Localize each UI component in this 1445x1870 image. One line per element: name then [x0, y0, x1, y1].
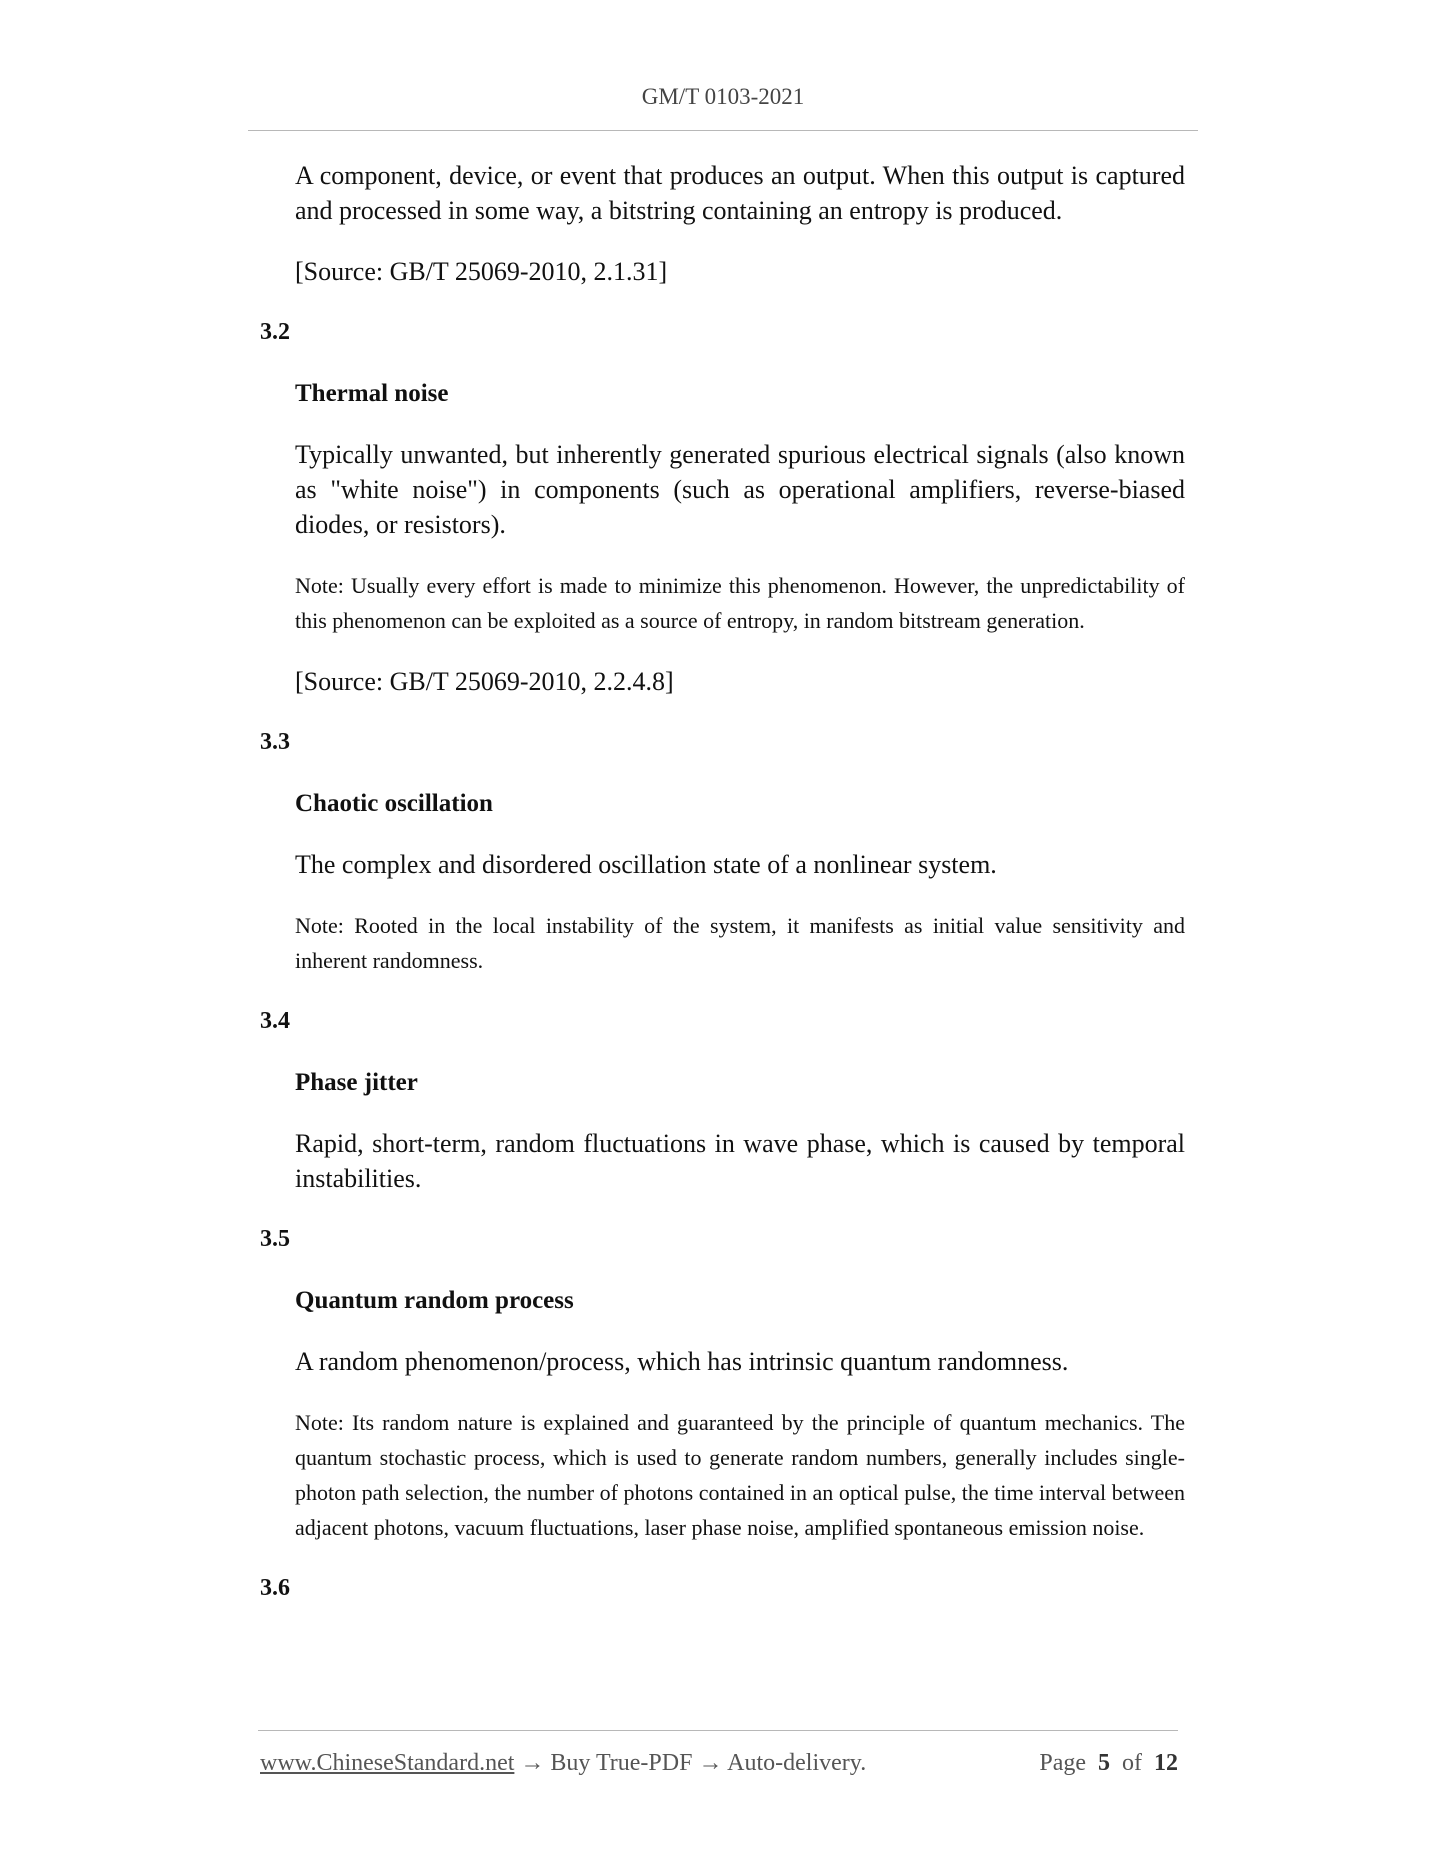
source-reference: [Source: GB/T 25069-2010, 2.1.31] [295, 257, 668, 286]
page-label: Page [1039, 1750, 1086, 1776]
footer-promo [260, 1750, 866, 1777]
definition-text: Rapid, short-term, random fluctuations in wave phase, which is caused by temporal instabilities. [295, 1129, 1185, 1193]
document-header: GM/T 0103-2021 [641, 84, 805, 109]
current-page-number: 5 [1098, 1750, 1110, 1776]
clause-number: 3.2 [260, 319, 290, 345]
page-indicator [1039, 1750, 1178, 1777]
clause-number: 3.6 [260, 1575, 290, 1601]
clause-number: 3.4 [260, 1008, 290, 1034]
of-label: of [1122, 1750, 1142, 1776]
footer-divider [258, 1730, 1178, 1731]
definition-text: Typically unwanted, but inherently generated spurious electrical signals (also known as "white noise") in components (such as operational amplifiers, reverse-biased diodes, or resistors). [295, 440, 1185, 539]
clause-number: 3.5 [260, 1226, 290, 1252]
definition-text: The complex and disordered oscillation state of a nonlinear system. [295, 850, 997, 879]
source-reference: [Source: GB/T 25069-2010, 2.2.4.8] [295, 667, 674, 696]
term-title: Phase jitter [295, 1069, 418, 1096]
term-title: Chaotic oscillation [295, 790, 493, 817]
term-title: Quantum random process [295, 1287, 574, 1314]
term-title: Thermal noise [295, 380, 449, 407]
arrow-right-icon: → [520, 1750, 545, 1776]
definition-note: Note: Rooted in the local instability of the system, it manifests as initial value sensitivity and inherent randomness. [295, 913, 1185, 973]
definition-text: A random phenomenon/process, which has intrinsic quantum randomness. [295, 1347, 1069, 1376]
definition-note: Note: Usually every effort is made to minimize this phenomenon. However, the unpredictability of this phenomenon can be exploited as a source of entropy, in random bitstream generation. [295, 573, 1185, 633]
document-body [260, 158, 1185, 1632]
website-link[interactable]: www.ChineseStandard.net [260, 1750, 515, 1776]
total-pages-number: 12 [1154, 1750, 1178, 1776]
definition-text: A component, device, or event that produces an output. When this output is captured and processed in some way, a bitstring containing an entropy is produced. [295, 161, 1185, 225]
buy-pdf-text: Buy True-PDF [550, 1750, 693, 1776]
definition-note: Note: Its random nature is explained and guaranteed by the principle of quantum mechanics. The quantum stochastic process, which is used to generate random numbers, generally includes single-photon path selection, the number of photons contained in an optical pulse, the time interval between adjacent photons, vacuum fluctuations, laser phase noise, amplified spontaneous emission noise. [295, 1410, 1185, 1540]
arrow-right-icon: → [698, 1750, 723, 1776]
clause-number: 3.3 [260, 729, 290, 755]
auto-delivery-text: Auto-delivery. [727, 1750, 867, 1776]
header-divider [248, 130, 1198, 131]
